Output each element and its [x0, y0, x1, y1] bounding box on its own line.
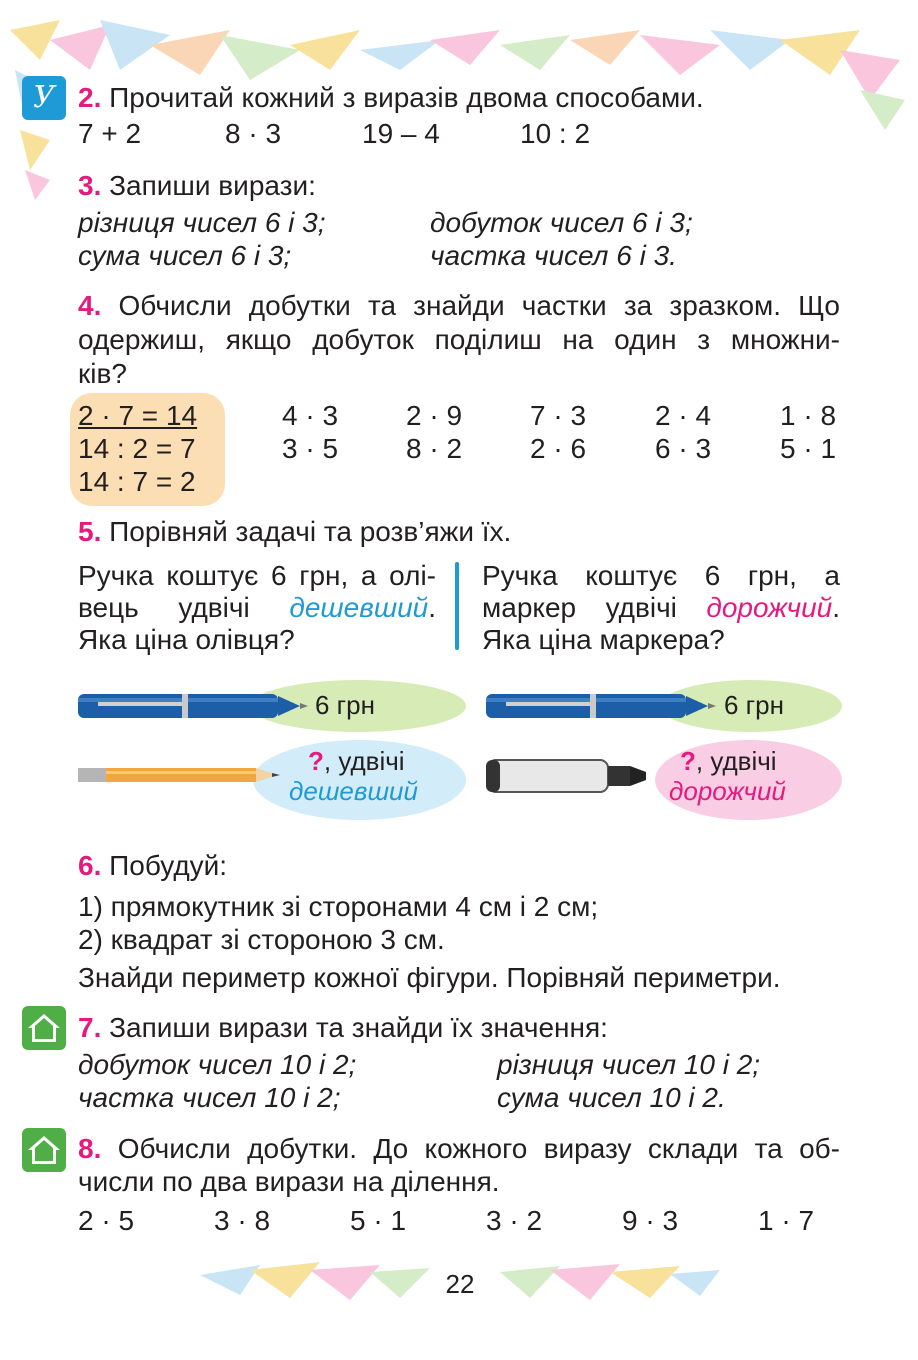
sample-line: 14 : 7 = 2	[78, 466, 196, 497]
expression-text: сума чисел 10 і 2.	[497, 1082, 726, 1113]
expression: 1 · 7	[758, 1205, 815, 1236]
expression-text: добуток чисел 10 і 2;	[78, 1049, 357, 1080]
exercise-title: Порівняй задачі та розв’яжи їх.	[109, 516, 512, 547]
exercise-number: 8.	[78, 1133, 102, 1164]
home-task-icon	[22, 1006, 66, 1050]
expression: 2 · 6	[530, 433, 587, 464]
marker-icon	[486, 756, 656, 796]
pen-icon	[78, 690, 308, 722]
punctuation: .	[428, 592, 436, 623]
expression: 3 · 5	[282, 433, 339, 464]
exercise-number: 3.	[78, 170, 102, 201]
expression: 2 · 9	[406, 400, 463, 431]
expression-text: різниця чисел 10 і 2;	[497, 1049, 761, 1080]
exercise-5-heading	[78, 516, 511, 548]
pricier-label: дорожчий	[669, 776, 786, 806]
exercise-3-heading	[78, 170, 316, 202]
problem-text: маркер удвічі	[482, 592, 677, 623]
price-label: 6 грн	[315, 690, 375, 720]
divider	[455, 562, 459, 650]
expression-text: сума чисел 6 і 3;	[78, 240, 292, 271]
expression: 3 · 2	[486, 1205, 543, 1236]
expression: 5 · 1	[780, 433, 837, 464]
problem-right-question: Яка ціна маркера?	[482, 624, 725, 655]
task-text: Знайди периметр кожної фігури. Порівняй периметри.	[78, 962, 781, 993]
expression: 1 · 8	[780, 400, 837, 431]
exercise-2-heading	[78, 82, 704, 114]
expression: 6 · 3	[655, 433, 712, 464]
twice-label: , удвічі	[323, 746, 405, 776]
keyword-pricier: дорожчий	[706, 592, 833, 623]
question-mark: ?	[308, 746, 324, 776]
expression: 3 · 8	[214, 1205, 271, 1236]
exercise-number: 2.	[78, 82, 102, 113]
sample-line: 14 : 2 = 7	[78, 433, 196, 464]
sample-line: 2 · 7 = 14	[78, 400, 198, 431]
exercise-4-heading	[78, 290, 840, 322]
expression: 10 : 2	[520, 118, 591, 149]
expression-text: частка чисел 6 і 3.	[430, 240, 677, 271]
exercise-7-heading	[78, 1012, 608, 1044]
exercise-title: Обчисли добутки. До кожного виразу склади та об-	[117, 1133, 841, 1164]
expression: 2 · 4	[655, 400, 712, 431]
exercise-number: 4.	[78, 290, 102, 321]
list-item: 1) прямокутник зі сторонами 4 см і 2 см;	[78, 891, 599, 922]
problem-left-text: Ручка коштує 6 грн, а олі-	[78, 560, 436, 591]
pen-icon	[486, 690, 716, 722]
expression-text: частка чисел 10 і 2;	[78, 1082, 341, 1113]
oral-task-icon: У	[22, 76, 66, 120]
expression: 8 · 3	[225, 118, 282, 149]
exercise-title: Обчисли добутки та знайди частки за зразком. Що	[118, 290, 841, 321]
exercise-number: 7.	[78, 1012, 102, 1043]
problem-right-text	[482, 592, 840, 624]
exercise-title: Запиши вирази:	[109, 170, 316, 201]
expression: 7 + 2	[78, 118, 142, 149]
home-task-icon	[22, 1128, 66, 1172]
expression: 19 – 4	[362, 118, 440, 149]
problem-left-question: Яка ціна олівця?	[78, 624, 295, 655]
page-number: 22	[445, 1269, 475, 1299]
question-line	[680, 745, 777, 777]
list-item: 2) квадрат зі стороною 3 см.	[78, 924, 445, 955]
question-mark: ?	[680, 746, 696, 776]
exercise-8-heading	[78, 1133, 840, 1165]
question-line	[308, 745, 405, 777]
exercise-text: ків?	[78, 358, 127, 389]
price-label: 6 грн	[724, 690, 784, 720]
exercise-number: 6.	[78, 850, 102, 881]
expression: 2 · 5	[78, 1205, 135, 1236]
exercise-title: Запиши вирази та знайди їх значення:	[109, 1012, 608, 1043]
expression: 4 · 3	[282, 400, 339, 431]
problem-left-text	[78, 592, 436, 624]
exercise-text: числи по два вирази на ділення.	[78, 1166, 500, 1197]
expression: 8 · 2	[406, 433, 463, 464]
twice-label: , удвічі	[695, 746, 777, 776]
exercise-text: одержиш, якщо добуток поділиш на один з множни-	[78, 324, 840, 355]
pencil-icon	[78, 764, 288, 786]
expression: 9 · 3	[622, 1205, 679, 1236]
expression: 7 · 3	[530, 400, 587, 431]
expression-text: різниця чисел 6 і 3;	[78, 207, 326, 238]
exercise-title: Прочитай кожний з виразів двома способами.	[109, 82, 704, 113]
problem-text: вець удвічі	[78, 592, 250, 623]
expression-text: добуток чисел 6 і 3;	[430, 207, 693, 238]
exercise-number: 5.	[78, 516, 102, 547]
exercise-title: Побудуй:	[109, 850, 228, 881]
expression: 5 · 1	[350, 1205, 407, 1236]
punctuation: .	[832, 592, 840, 623]
problem-right-text: Ручка коштує 6 грн, а	[482, 560, 840, 591]
cheaper-label: дешевший	[289, 776, 418, 806]
exercise-6-heading	[78, 850, 227, 882]
keyword-cheaper: дешевший	[289, 592, 429, 623]
